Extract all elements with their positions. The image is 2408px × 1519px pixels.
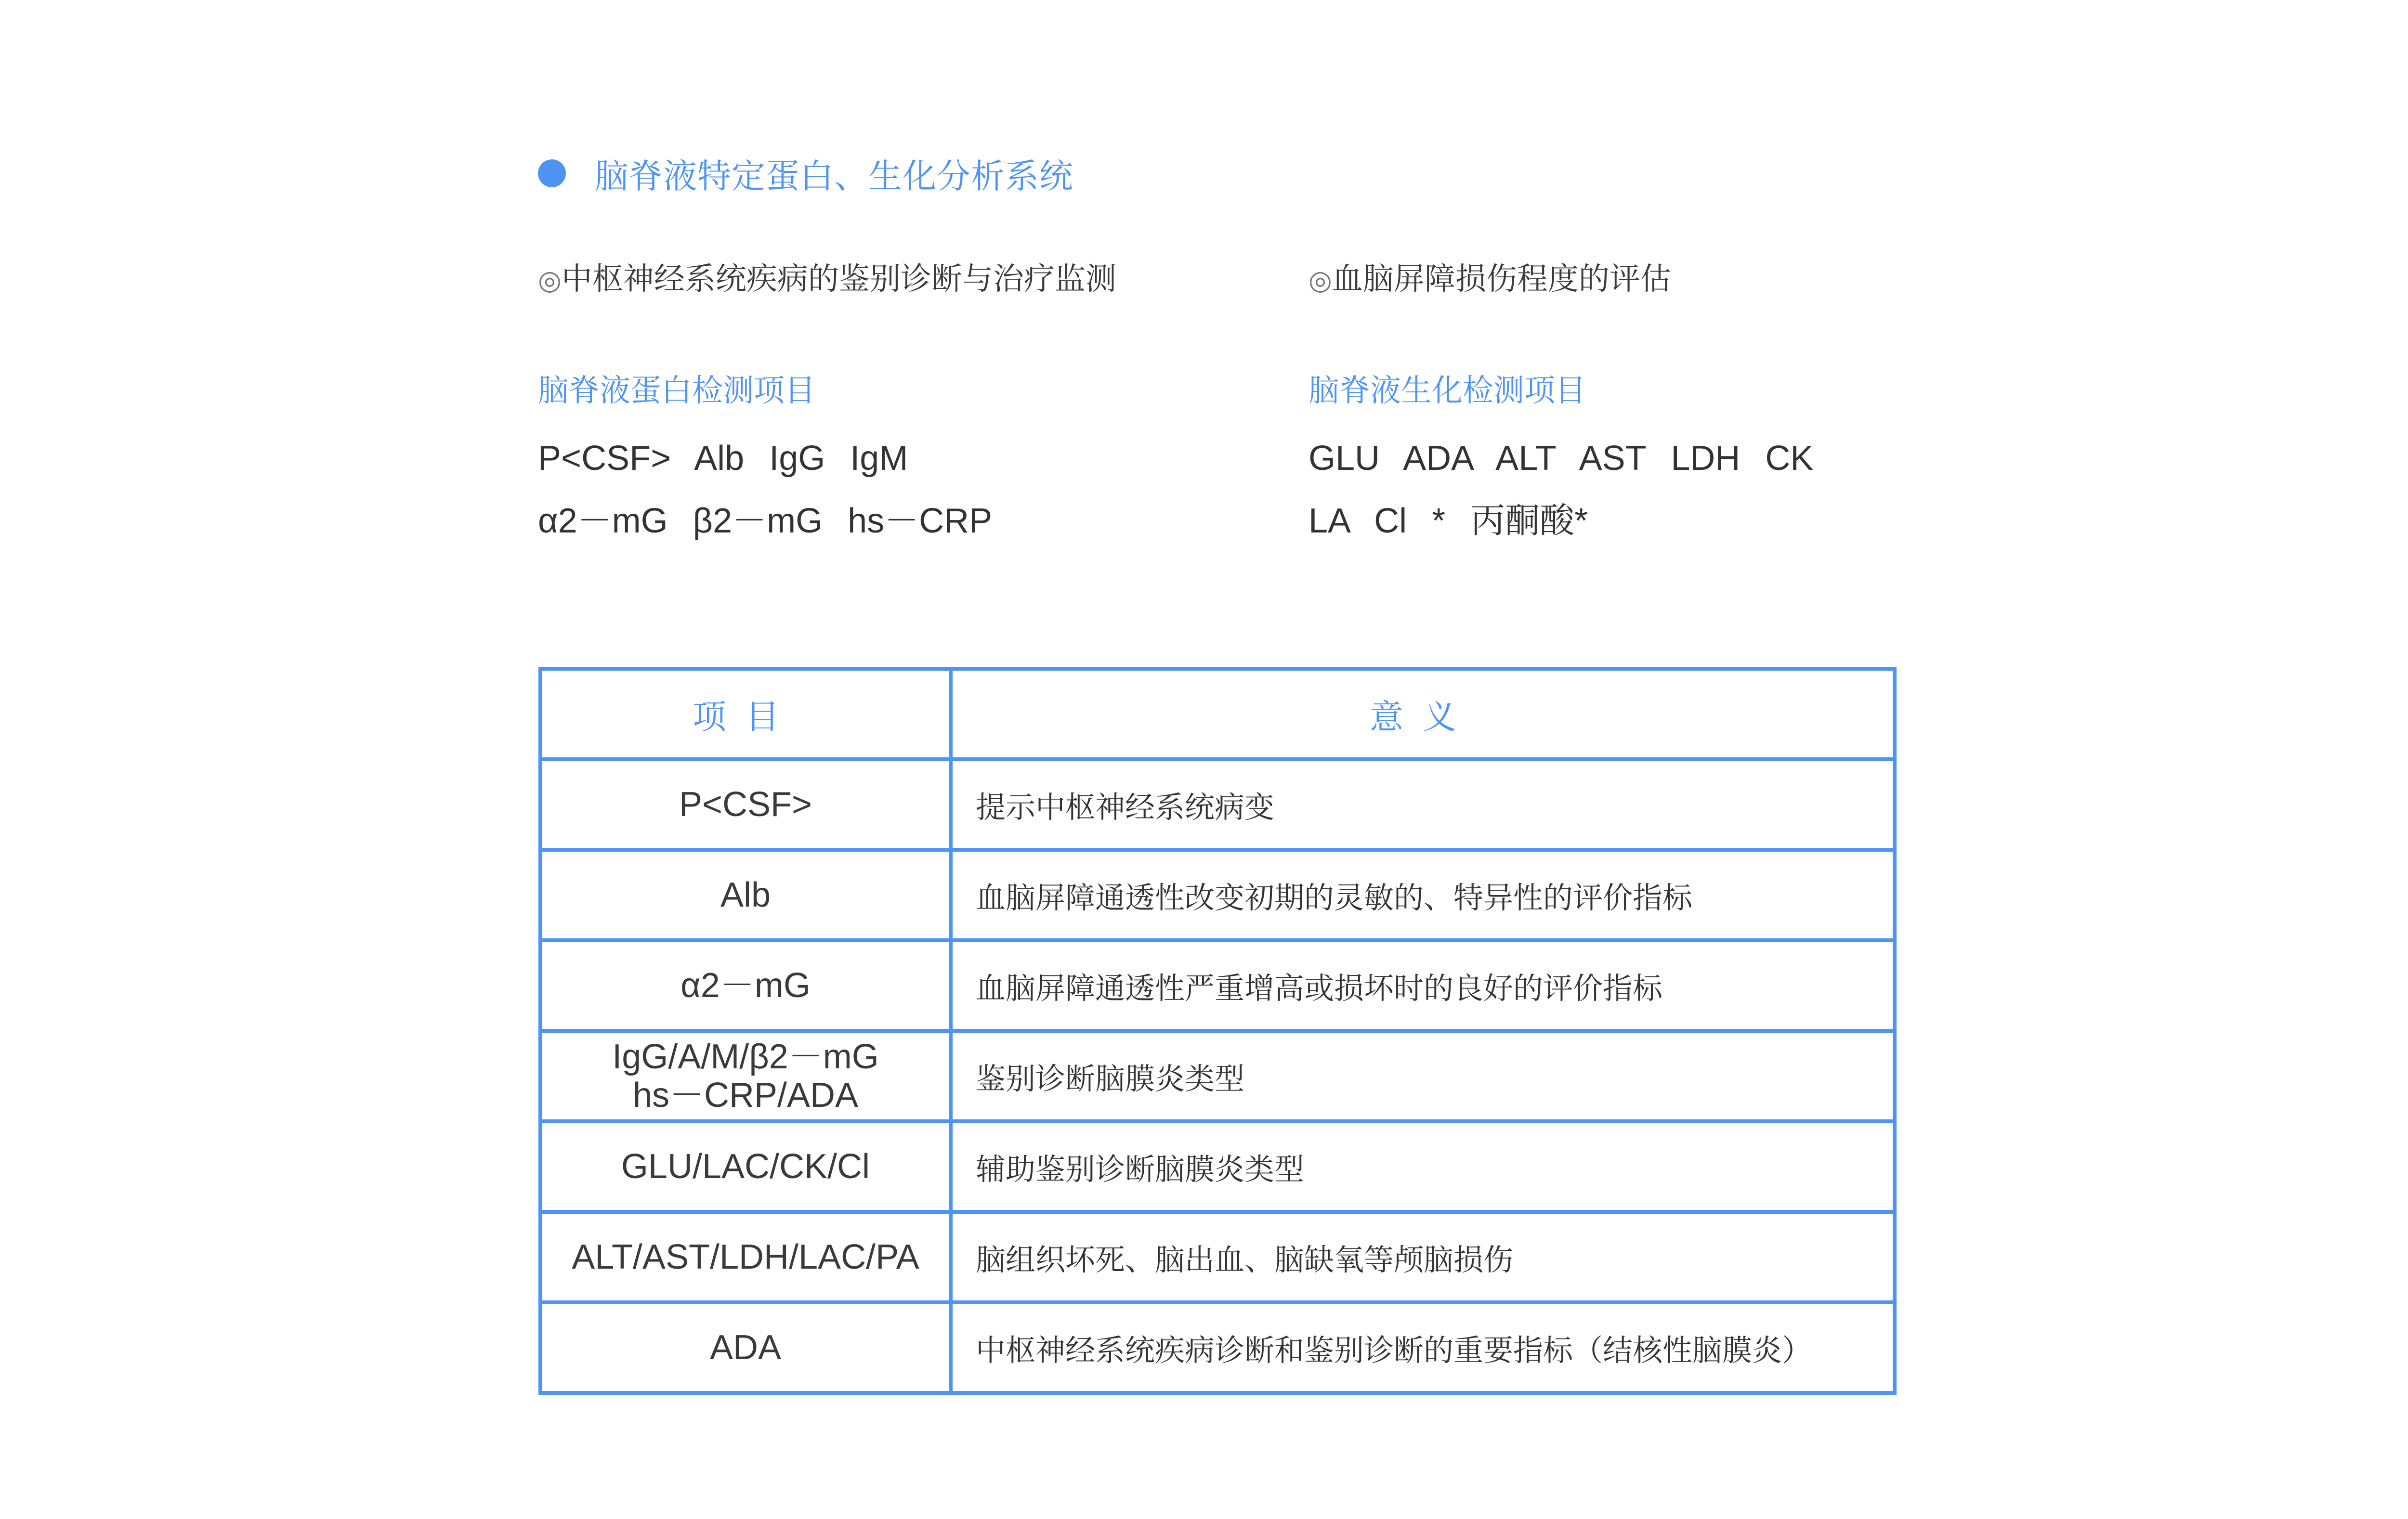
meaning-table — [538, 667, 1897, 1395]
row-meaning: 血脑屏障通透性改变初期的灵敏的、特异性的评价指标 — [951, 850, 1895, 940]
row-item: ADA — [540, 1302, 951, 1393]
row-item-line-2: hs－CRP/ADA — [632, 1076, 859, 1115]
table-row — [540, 759, 1895, 850]
table-row — [540, 1031, 1895, 1121]
row-item: Alb — [540, 850, 951, 940]
bullet-dot-icon — [538, 159, 566, 187]
biochem-section-title: 脑脊液生化检测项目 — [1309, 373, 1586, 409]
row-item: α2－mG — [540, 940, 951, 1031]
row-item: GLU/LAC/CK/Cl — [540, 1121, 951, 1212]
table-row — [540, 1212, 1895, 1302]
protein-section-title: 脑脊液蛋白检测项目 — [538, 373, 815, 409]
table-row — [540, 940, 1895, 1031]
row-meaning: 脑组织坏死、脑出血、脑缺氧等颅脑损伤 — [951, 1212, 1895, 1302]
biochem-items-line-1: GLU ADA ALT AST LDH CK — [1309, 439, 1814, 478]
row-meaning: 鉴别诊断脑膜炎类型 — [951, 1031, 1895, 1121]
row-meaning: 中枢神经系统疾病诊断和鉴别诊断的重要指标（结核性脑膜炎） — [951, 1302, 1895, 1393]
circle-mark-icon: ◎ — [538, 265, 562, 296]
protein-items-line-1: P<CSF> Alb IgG IgM — [538, 439, 908, 478]
row-item: P<CSF> — [540, 759, 951, 850]
table-row — [540, 1121, 1895, 1212]
circle-mark-icon: ◎ — [1309, 265, 1332, 296]
table-row — [540, 850, 1895, 940]
left-subtitle — [538, 258, 1236, 301]
row-item: ALT/AST/LDH/LAC/PA — [540, 1212, 951, 1302]
row-item — [540, 1031, 951, 1121]
row-meaning: 辅助鉴别诊断脑膜炎类型 — [951, 1121, 1895, 1212]
biochem-items-line-2: LA Cl * 丙酮酸* — [1309, 502, 1588, 540]
biochem-column — [1309, 258, 2007, 545]
row-meaning: 提示中枢神经系统病变 — [951, 759, 1895, 850]
row-meaning: 血脑屏障通透性严重增高或损坏时的良好的评价指标 — [951, 940, 1895, 1031]
table-header-row — [540, 669, 1895, 759]
section-heading — [538, 147, 1073, 200]
protein-items-line-2: α2－mG β2－mG hs－CRP — [538, 502, 993, 540]
header-item: 项目 — [540, 669, 951, 759]
page-title: 脑脊液特定蛋白、生化分析系统 — [595, 156, 1073, 196]
right-subtitle-text: 血脑屏障损伤程度的评估 — [1332, 261, 1671, 297]
table-row — [540, 1302, 1895, 1393]
right-subtitle — [1309, 258, 2007, 301]
header-meaning: 意义 — [951, 669, 1895, 759]
protein-column — [538, 258, 1236, 545]
left-subtitle-text: 中枢神经系统疾病的鉴别诊断与治疗监测 — [561, 261, 1116, 297]
row-item-line-1: IgG/A/M/β2－mG — [612, 1038, 879, 1076]
